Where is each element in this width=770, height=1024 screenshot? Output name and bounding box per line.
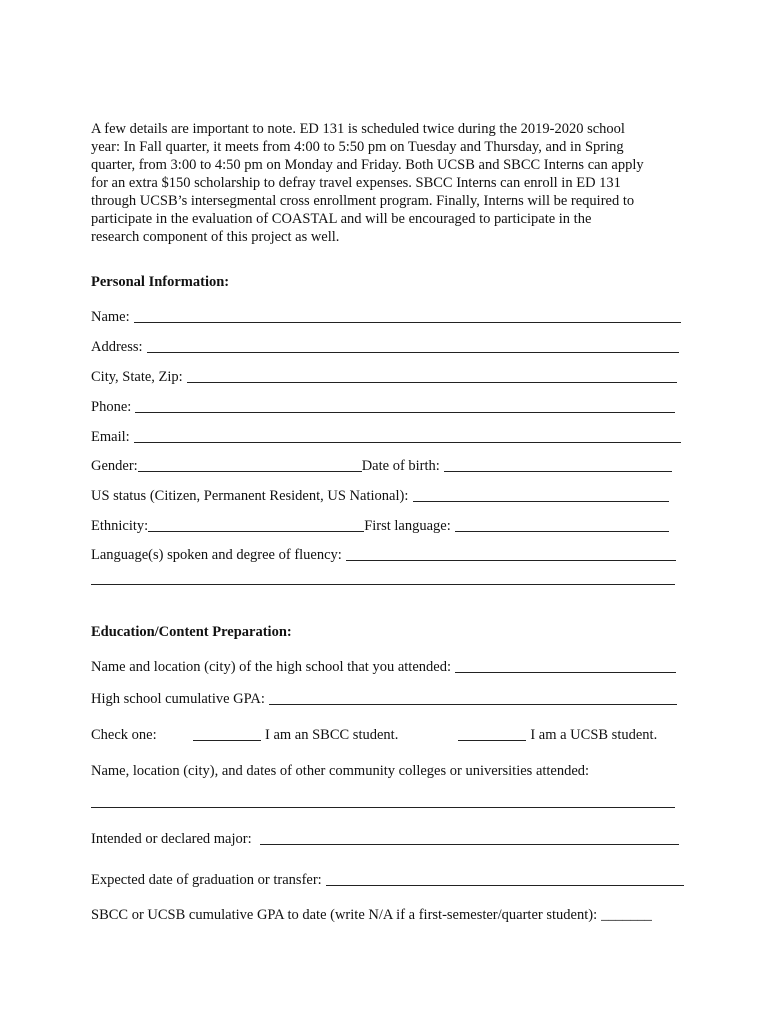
name-label: Name: — [91, 309, 130, 325]
ucsb-option-label: I am a UCSB student. — [530, 727, 658, 743]
hs-gpa-field[interactable] — [269, 704, 677, 705]
intro-line: quarter, from 3:00 to 4:50 pm on Monday and Friday. Both UCSB and SBCC Interns can apply — [91, 157, 644, 173]
gender-field[interactable] — [138, 471, 362, 472]
college-gpa-label: SBCC or UCSB cumulative GPA to date (write N/A if a first-semester/quarter student): — [91, 907, 598, 923]
other-colleges-row — [91, 760, 589, 780]
intro-line: research component of this project as well. — [91, 229, 340, 245]
date-of-birth-label: Date of birth: — [361, 458, 440, 474]
college-gpa-field[interactable]: _______ — [601, 907, 652, 923]
intro-line: A few details are important to note. ED 131 is scheduled twice during the 2019-2020 school — [91, 121, 625, 137]
sbcc-option-label: I am an SBCC student. — [265, 727, 399, 743]
phone-row — [91, 396, 675, 416]
city-row — [91, 366, 677, 386]
intro-line: for an extra $150 scholarship to defray travel expenses. SBCC Interns can enroll in ED 131 — [91, 175, 621, 191]
college-gpa-row — [91, 904, 652, 924]
graduation-row — [91, 869, 684, 889]
address-field[interactable] — [147, 352, 679, 353]
us-status-field[interactable] — [413, 501, 669, 502]
major-row — [91, 828, 679, 848]
first-language-label: First language: — [364, 518, 451, 534]
major-label: Intended or declared major: — [91, 831, 252, 847]
high-school-label: Name and location (city) of the high school that you attended: — [91, 659, 451, 675]
ethnicity-language-row — [91, 515, 669, 535]
hs-gpa-label: High school cumulative GPA: — [91, 691, 265, 707]
city-state-zip-field[interactable] — [187, 382, 677, 383]
email-label: Email: — [91, 429, 130, 445]
check-one-row — [91, 724, 681, 744]
languages-row — [91, 544, 676, 564]
check-one-label: Check one: — [91, 727, 157, 743]
phone-label: Phone: — [91, 399, 132, 415]
name-row — [91, 306, 681, 326]
education-heading: Education/Content Preparation: — [91, 624, 292, 640]
gender-dob-row — [91, 455, 672, 475]
ucsb-checkbox-blank[interactable] — [458, 740, 526, 741]
us-status-label: US status (Citizen, Permanent Resident, US National): — [91, 488, 409, 504]
name-field[interactable] — [134, 322, 681, 323]
other-colleges-field[interactable] — [91, 807, 675, 808]
hs-gpa-row — [91, 688, 677, 708]
other-colleges-label: Name, location (city), and dates of other community colleges or universities attended: — [91, 763, 590, 779]
date-of-birth-field[interactable] — [444, 471, 672, 472]
intro-paragraph — [91, 120, 686, 246]
intro-line: participate in the evaluation of COASTAL and will be encouraged to participate in the — [91, 211, 592, 227]
city-state-zip-label: City, State, Zip: — [91, 369, 183, 385]
us-status-row — [91, 485, 669, 505]
ethnicity-label: Ethnicity: — [91, 518, 149, 534]
phone-field[interactable] — [135, 412, 675, 413]
sbcc-checkbox-blank[interactable] — [193, 740, 261, 741]
graduation-label: Expected date of graduation or transfer: — [91, 872, 322, 888]
intro-line: through UCSB’s intersegmental cross enrollment program. Finally, Interns will be required to — [91, 193, 635, 209]
personal-info-heading: Personal Information: — [91, 274, 230, 290]
email-field[interactable] — [134, 442, 681, 443]
address-label: Address: — [91, 339, 143, 355]
languages-label: Language(s) spoken and degree of fluency: — [91, 547, 342, 563]
ethnicity-field[interactable] — [148, 531, 364, 532]
languages-continuation-field[interactable] — [91, 584, 675, 585]
high-school-row — [91, 656, 676, 676]
languages-field[interactable] — [346, 560, 676, 561]
first-language-field[interactable] — [455, 531, 669, 532]
intro-line: year: In Fall quarter, it meets from 4:00 to 5:50 pm on Tuesday and Thursday, and in Spring — [91, 139, 624, 155]
major-field[interactable] — [260, 844, 679, 845]
high-school-field[interactable] — [455, 672, 676, 673]
address-row — [91, 336, 679, 356]
graduation-field[interactable] — [326, 885, 684, 886]
gender-label: Gender: — [91, 458, 138, 474]
email-row — [91, 426, 681, 446]
